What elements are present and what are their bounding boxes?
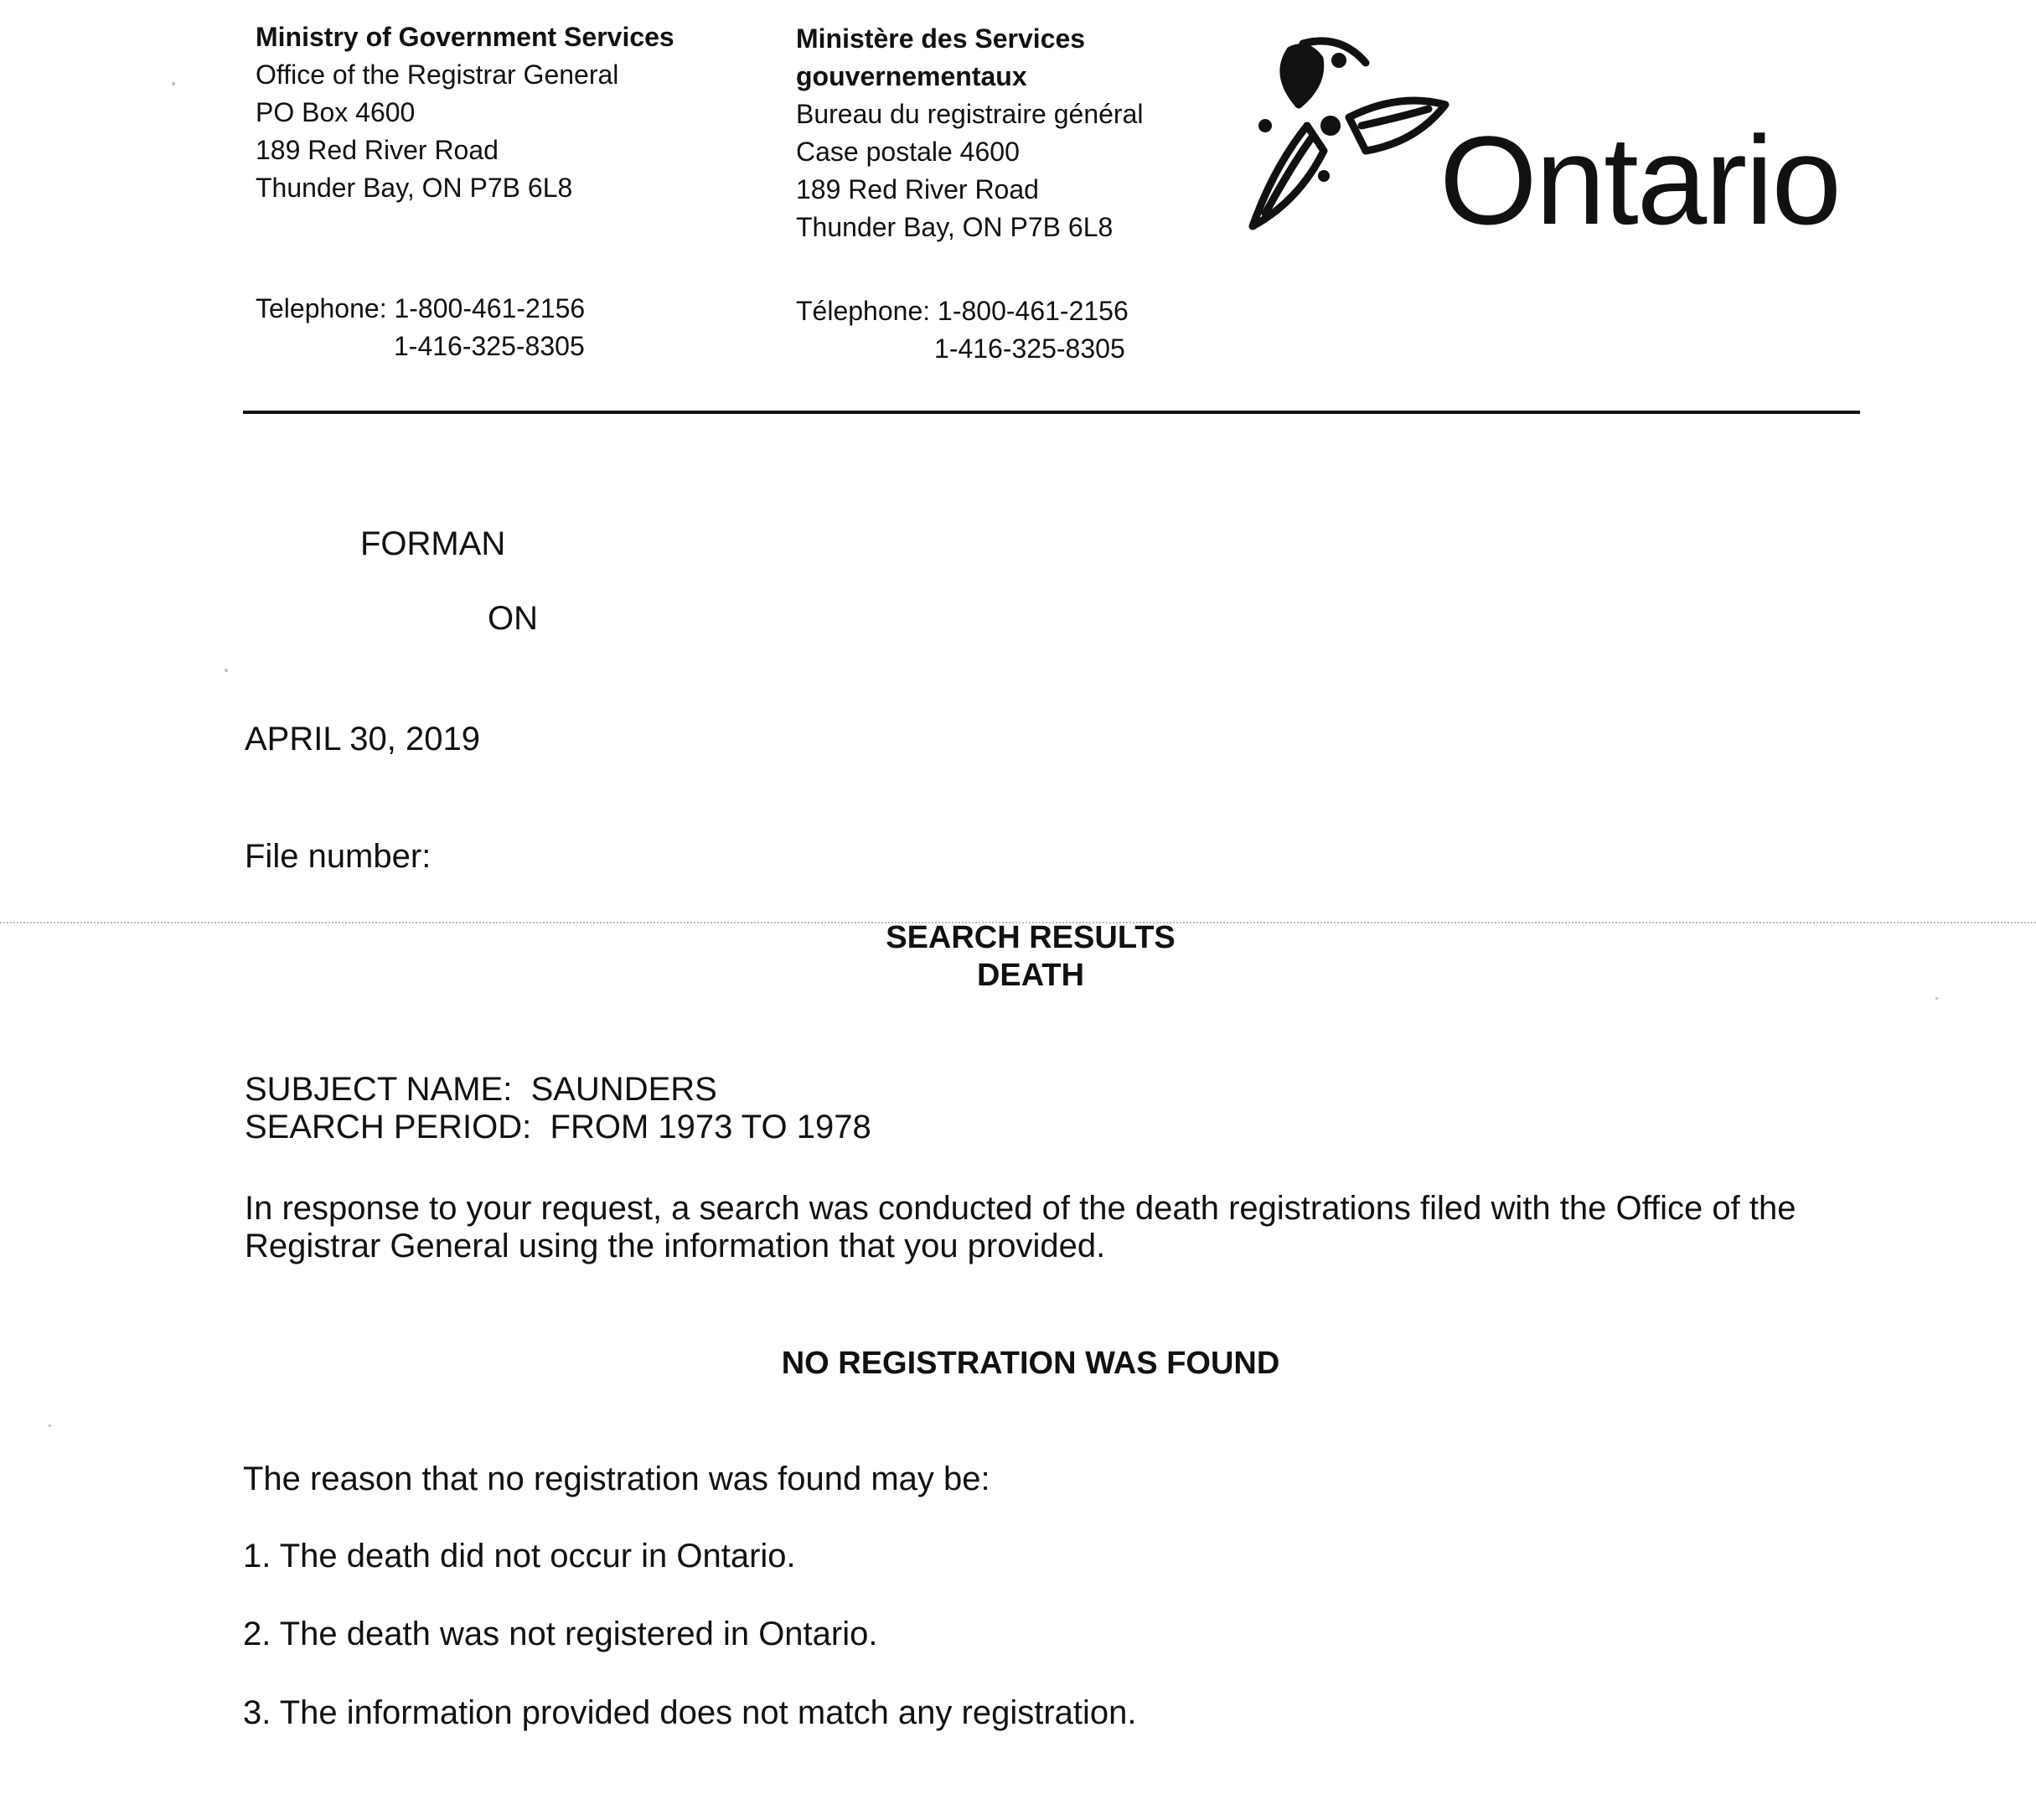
letter-date: APRIL 30, 2019 (245, 721, 480, 757)
response-line-2: Registrar General using the information that you provided. (245, 1228, 1106, 1264)
telephone-en (256, 290, 585, 328)
french-address-block (796, 20, 1143, 246)
reason-item: 2. The death was not registered in Ontario. (243, 1616, 878, 1652)
ministry-name-fr-1: Ministère des Services (796, 23, 1086, 54)
office-name-fr: Bureau du registraire général (796, 99, 1144, 129)
trillium-icon (1240, 25, 1458, 243)
response-line-1: In response to your request, a search was conducted of the death registrations filed with the Office of the (245, 1190, 1796, 1227)
telephone-2-en: 1-416-325-8305 (394, 331, 585, 361)
telephone-1-fr: 1-800-461-2156 (938, 296, 1129, 326)
telephone-label-fr: Télephone: (796, 296, 931, 326)
po-box-fr: Case postale 4600 (796, 137, 1020, 167)
subject-name-row (245, 1071, 717, 1109)
ontario-logo (1240, 25, 1843, 251)
scan-speck (1935, 997, 1938, 1000)
reasons-intro: The reason that no registration was found may be: (243, 1461, 990, 1497)
english-address-block (256, 18, 674, 207)
street-en: 189 Red River Road (256, 135, 499, 165)
header-divider (243, 411, 1860, 414)
po-box-en: PO Box 4600 (256, 97, 416, 127)
document-title (0, 919, 2036, 995)
ontario-wordmark: Ontario (1439, 110, 1840, 251)
scan-speck (172, 82, 175, 85)
subject-name-value: SAUNDERS (530, 1071, 717, 1108)
scan-speck (225, 669, 228, 672)
recipient-province: ON (488, 600, 538, 637)
search-period-value: FROM 1973 TO 1978 (550, 1109, 871, 1145)
office-name-en: Office of the Registrar General (256, 59, 619, 90)
city-en: Thunder Bay, ON P7B 6L8 (256, 173, 573, 203)
telephone-label-en: Telephone: (256, 293, 387, 323)
city-fr: Thunder Bay, ON P7B 6L8 (796, 212, 1114, 242)
result-heading: NO REGISTRATION WAS FOUND (781, 1346, 1280, 1381)
ministry-name-en: Ministry of Government Services (256, 22, 674, 52)
scan-speck (49, 1424, 51, 1427)
title-search-results: SEARCH RESULTS (886, 920, 1176, 955)
reason-item: 1. The death did not occur in Ontario. (243, 1538, 796, 1574)
title-death: DEATH (976, 958, 1085, 993)
subject-name-label: SUBJECT NAME: (245, 1071, 513, 1108)
street-fr: 189 Red River Road (796, 174, 1039, 204)
reason-item: 3. The information provided does not match any registration. (243, 1694, 1137, 1731)
search-period-row (245, 1109, 871, 1146)
telephone-1-en: 1-800-461-2156 (394, 293, 586, 323)
recipient-name: FORMAN (360, 525, 506, 562)
search-period-label: SEARCH PERIOD: (245, 1109, 532, 1145)
file-number-label: File number: (245, 838, 431, 875)
ministry-name-fr-2: gouvernementaux (796, 61, 1027, 91)
telephone-fr (796, 292, 1129, 330)
telephone-2-fr: 1-416-325-8305 (934, 333, 1125, 364)
